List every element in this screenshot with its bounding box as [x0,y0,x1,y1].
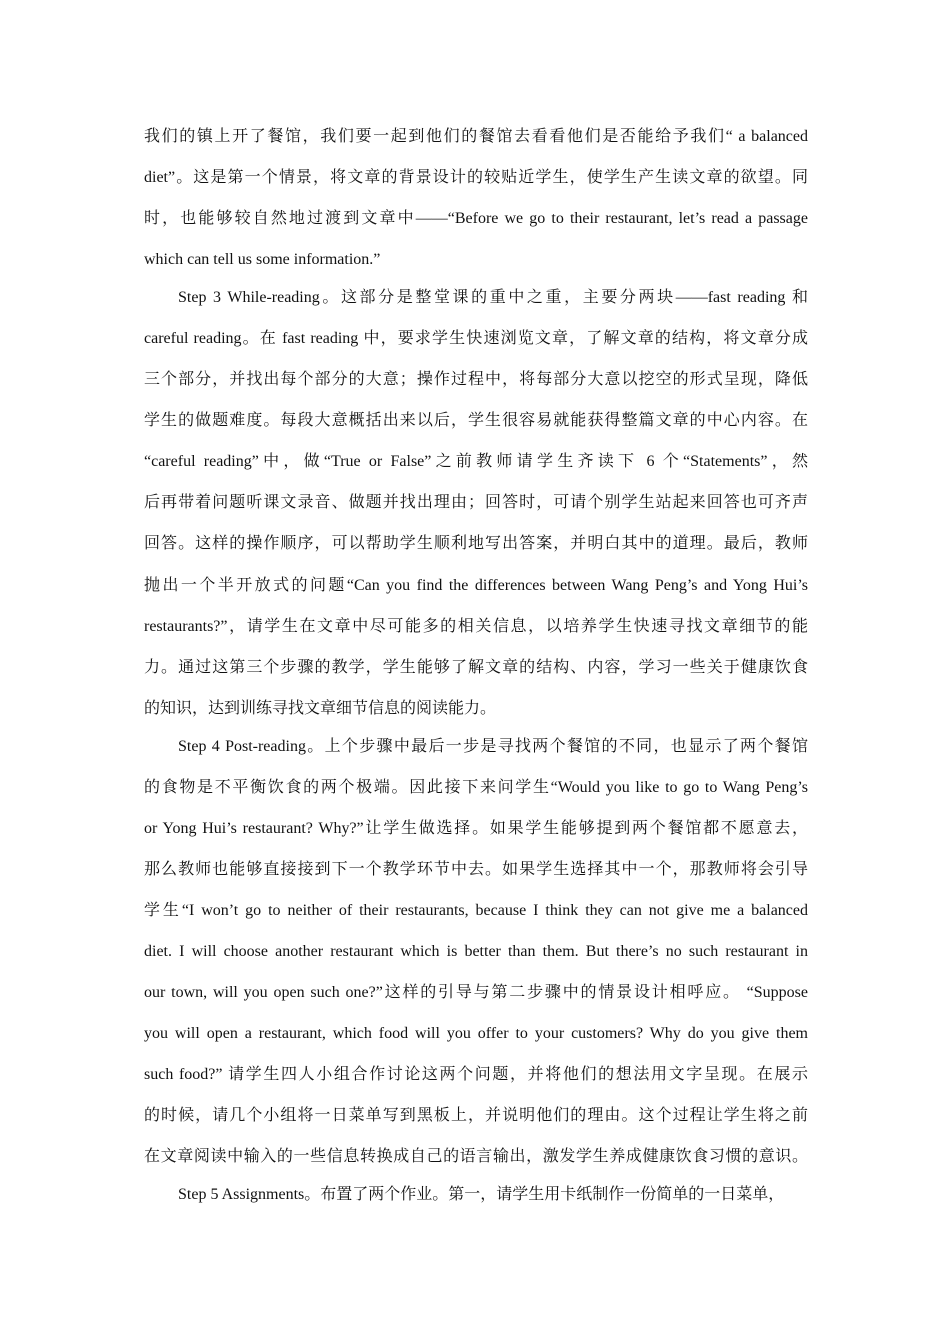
text-line: 那么教师也能够直接接到下一个教学环节中去。如果学生选择其中一个，那教师将会引导 [144,861,808,878]
step4-heading-line: Step 4 Post-reading。上个步骤中最后一步是寻找两个餐馆的不同，也显示了两个餐馆 [178,738,808,755]
text-line: you will open a restaurant, which food will you offer to your customers? Why do you give them [144,1025,808,1042]
text-line: 的食物是不平衡饮食的两个极端。因此接下来问学生“Would you like to go to Wang Peng’s [144,779,808,796]
text-line: 学生“I won’t go to neither of their restaurants, because I think they can not give me a balanced [144,902,808,919]
text-line: careful reading。在 fast reading 中，要求学生快速浏览文章，了解文章的结构，将文章分成 [144,330,808,347]
text-line: restaurants?”，请学生在文章中尽可能多的相关信息，以培养学生快速寻找文章细节的能 [144,618,808,635]
text-line: 的知识，达到训练寻找文章细节信息的阅读能力。 [144,700,497,717]
text-line: our town, will you open such one?”这样的引导与第二步骤中的情景设计相呼应。 “Suppose [144,984,808,1001]
step5-heading-line: Step 5 Assignments。布置了两个作业。第一，请学生用卡纸制作一份简单的一日菜单， [178,1186,785,1203]
text-line: 学生的做题难度。每段大意概括出来以后，学生很容易就能获得整篇文章的中心内容。在 [144,412,808,429]
text-line: 抛出一个半开放式的问题“Can you find the differences between Wang Peng’s and Yong Hui’s [144,577,808,594]
text-line: 三个部分，并找出每个部分的大意；操作过程中，将每部分大意以挖空的形式呈现，降低 [144,371,808,388]
text-line: which can tell us some information.” [144,251,381,268]
text-line: such food?” 请学生四人小组合作讨论这两个问题，并将他们的想法用文字呈现。在展示 [144,1066,808,1083]
text-line: 后再带着问题听课文录音、做题并找出理由；回答时，可请个别学生站起来回答也可齐声 [144,494,808,511]
text-line: 在文章阅读中输入的一些信息转换成自己的语言输出，激发学生养成健康饮食习惯的意识。 [144,1148,808,1165]
text-line: diet. I will choose another restaurant which is better than them. But there’s no such restaurant in [144,943,808,960]
text-line: 我们的镇上开了餐馆，我们要一起到他们的餐馆去看看他们是否能给予我们“ a balanced [144,128,808,145]
text-line: 时，也能够较自然地过渡到文章中——“Before we go to their restaurant, let’s read a passage [144,210,808,227]
step3-heading-line: Step 3 While-reading。这部分是整堂课的重中之重，主要分两块——fast reading 和 [178,289,808,306]
text-line: diet”。这是第一个情景，将文章的背景设计的较贴近学生，使学生产生读文章的欲望。同 [144,169,808,186]
text-line: or Yong Hui’s restaurant? Why?”让学生做选择。如果学生能够提到两个餐馆都不愿意去， [144,820,808,837]
text-line: 的时候，请几个小组将一日菜单写到黑板上，并说明他们的理由。这个过程让学生将之前 [144,1107,808,1124]
text-line: “careful reading”中，做“True or False”之前教师请学生齐读下 6 个“Statements”，然 [144,453,808,470]
text-line: 回答。这样的操作顺序，可以帮助学生顺利地写出答案，并明白其中的道理。最后，教师 [144,535,808,552]
text-line: 力。通过这第三个步骤的教学，学生能够了解文章的结构、内容，学习一些关于健康饮食 [144,659,808,676]
